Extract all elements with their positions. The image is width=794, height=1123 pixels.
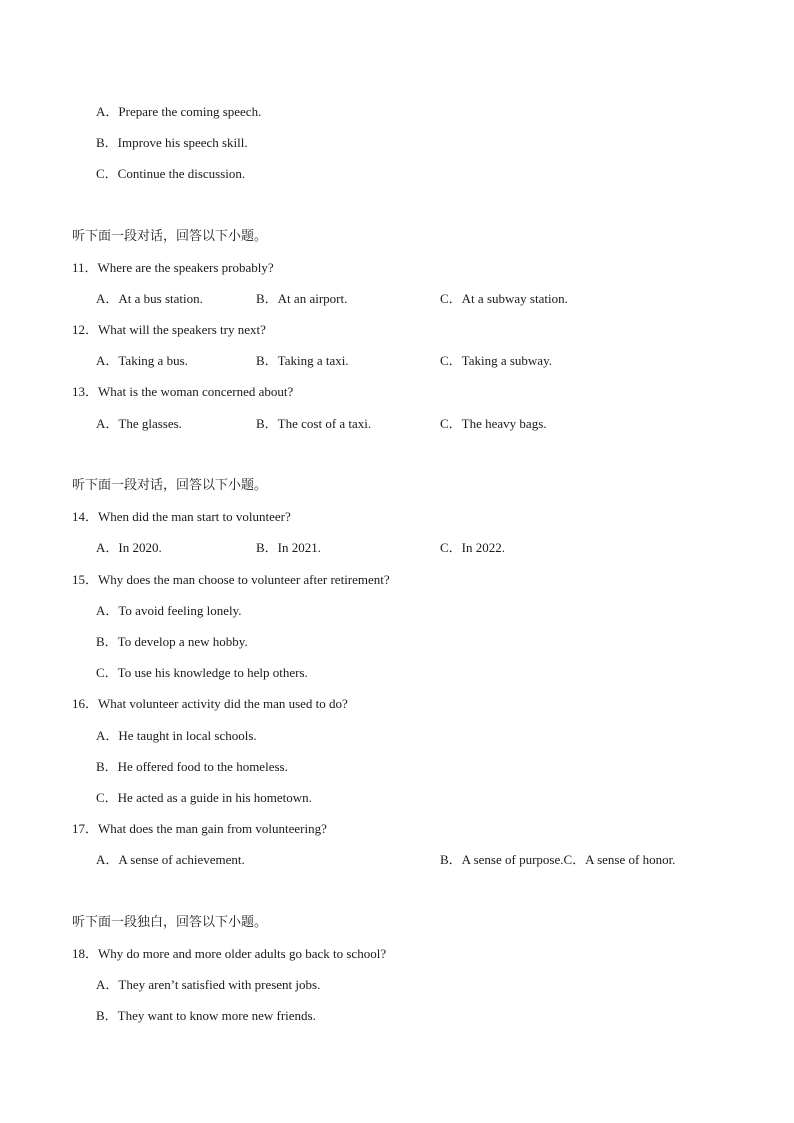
question-15-option-c: C．To use his knowledge to help others. [96, 665, 308, 680]
question-16-option-c: C．He acted as a guide in his hometown. [96, 790, 312, 805]
question-17-options [0, 852, 794, 868]
question-16-option-b: B．He offered food to the homeless. [96, 759, 288, 774]
section-instruction-2: 听下面一段对话，回答以下小题。 [72, 478, 268, 493]
q10-option-b: B．Improve his speech skill. [96, 135, 248, 150]
question-12-option-a: A．Taking a bus. [96, 353, 188, 368]
question-15-option-a: A．To avoid feeling lonely. [96, 603, 242, 618]
q10-option-a: A．Prepare the coming speech. [96, 104, 262, 119]
question-14-options [0, 540, 794, 556]
question-14-option-b: B．In 2021. [256, 540, 322, 555]
question-12-option-b: B．Taking a taxi. [256, 353, 349, 368]
question-18-option-a: A．They aren’t satisfied with present jobs. [96, 977, 321, 992]
question-11-option-b: B．At an airport. [256, 291, 348, 306]
question-14-option-c: C．In 2022. [440, 540, 506, 555]
question-12-options [0, 353, 794, 369]
question-11-option-a: A．At a bus station. [96, 291, 203, 306]
question-13-options [0, 416, 794, 432]
section-instruction-3: 听下面一段独白，回答以下小题。 [72, 915, 268, 930]
question-15-stem: 15．Why does the man choose to volunteer after retirement? [72, 572, 390, 587]
question-17-option-a: A．A sense of achievement. [96, 852, 245, 867]
question-13-option-c: C．The heavy bags. [440, 416, 547, 431]
question-11-options [0, 291, 794, 307]
question-16-option-a: A．He taught in local schools. [96, 728, 257, 743]
question-12-option-c: C．Taking a subway. [440, 353, 552, 368]
question-17-option-bc: B．A sense of purpose.C．A sense of honor. [440, 852, 676, 867]
question-13-option-b: B．The cost of a taxi. [256, 416, 372, 431]
question-18-stem: 18．Why do more and more older adults go back to school? [72, 946, 387, 961]
question-18-option-b: B．They want to know more new friends. [96, 1008, 316, 1023]
q10-option-c: C．Continue the discussion. [96, 166, 246, 181]
question-11-stem: 11．Where are the speakers probably? [72, 260, 274, 275]
section-instruction-1: 听下面一段对话，回答以下小题。 [72, 229, 268, 244]
question-12-stem: 12．What will the speakers try next? [72, 322, 266, 337]
question-11-option-c: C．At a subway station. [440, 291, 568, 306]
question-14-option-a: A．In 2020. [96, 540, 162, 555]
question-13-stem: 13．What is the woman concerned about? [72, 384, 294, 399]
question-13-option-a: A．The glasses. [96, 416, 182, 431]
question-17-stem: 17．What does the man gain from volunteering? [72, 821, 327, 836]
question-14-stem: 14．When did the man start to volunteer? [72, 509, 291, 524]
question-16-stem: 16．What volunteer activity did the man used to do? [72, 696, 348, 711]
question-15-option-b: B．To develop a new hobby. [96, 634, 248, 649]
